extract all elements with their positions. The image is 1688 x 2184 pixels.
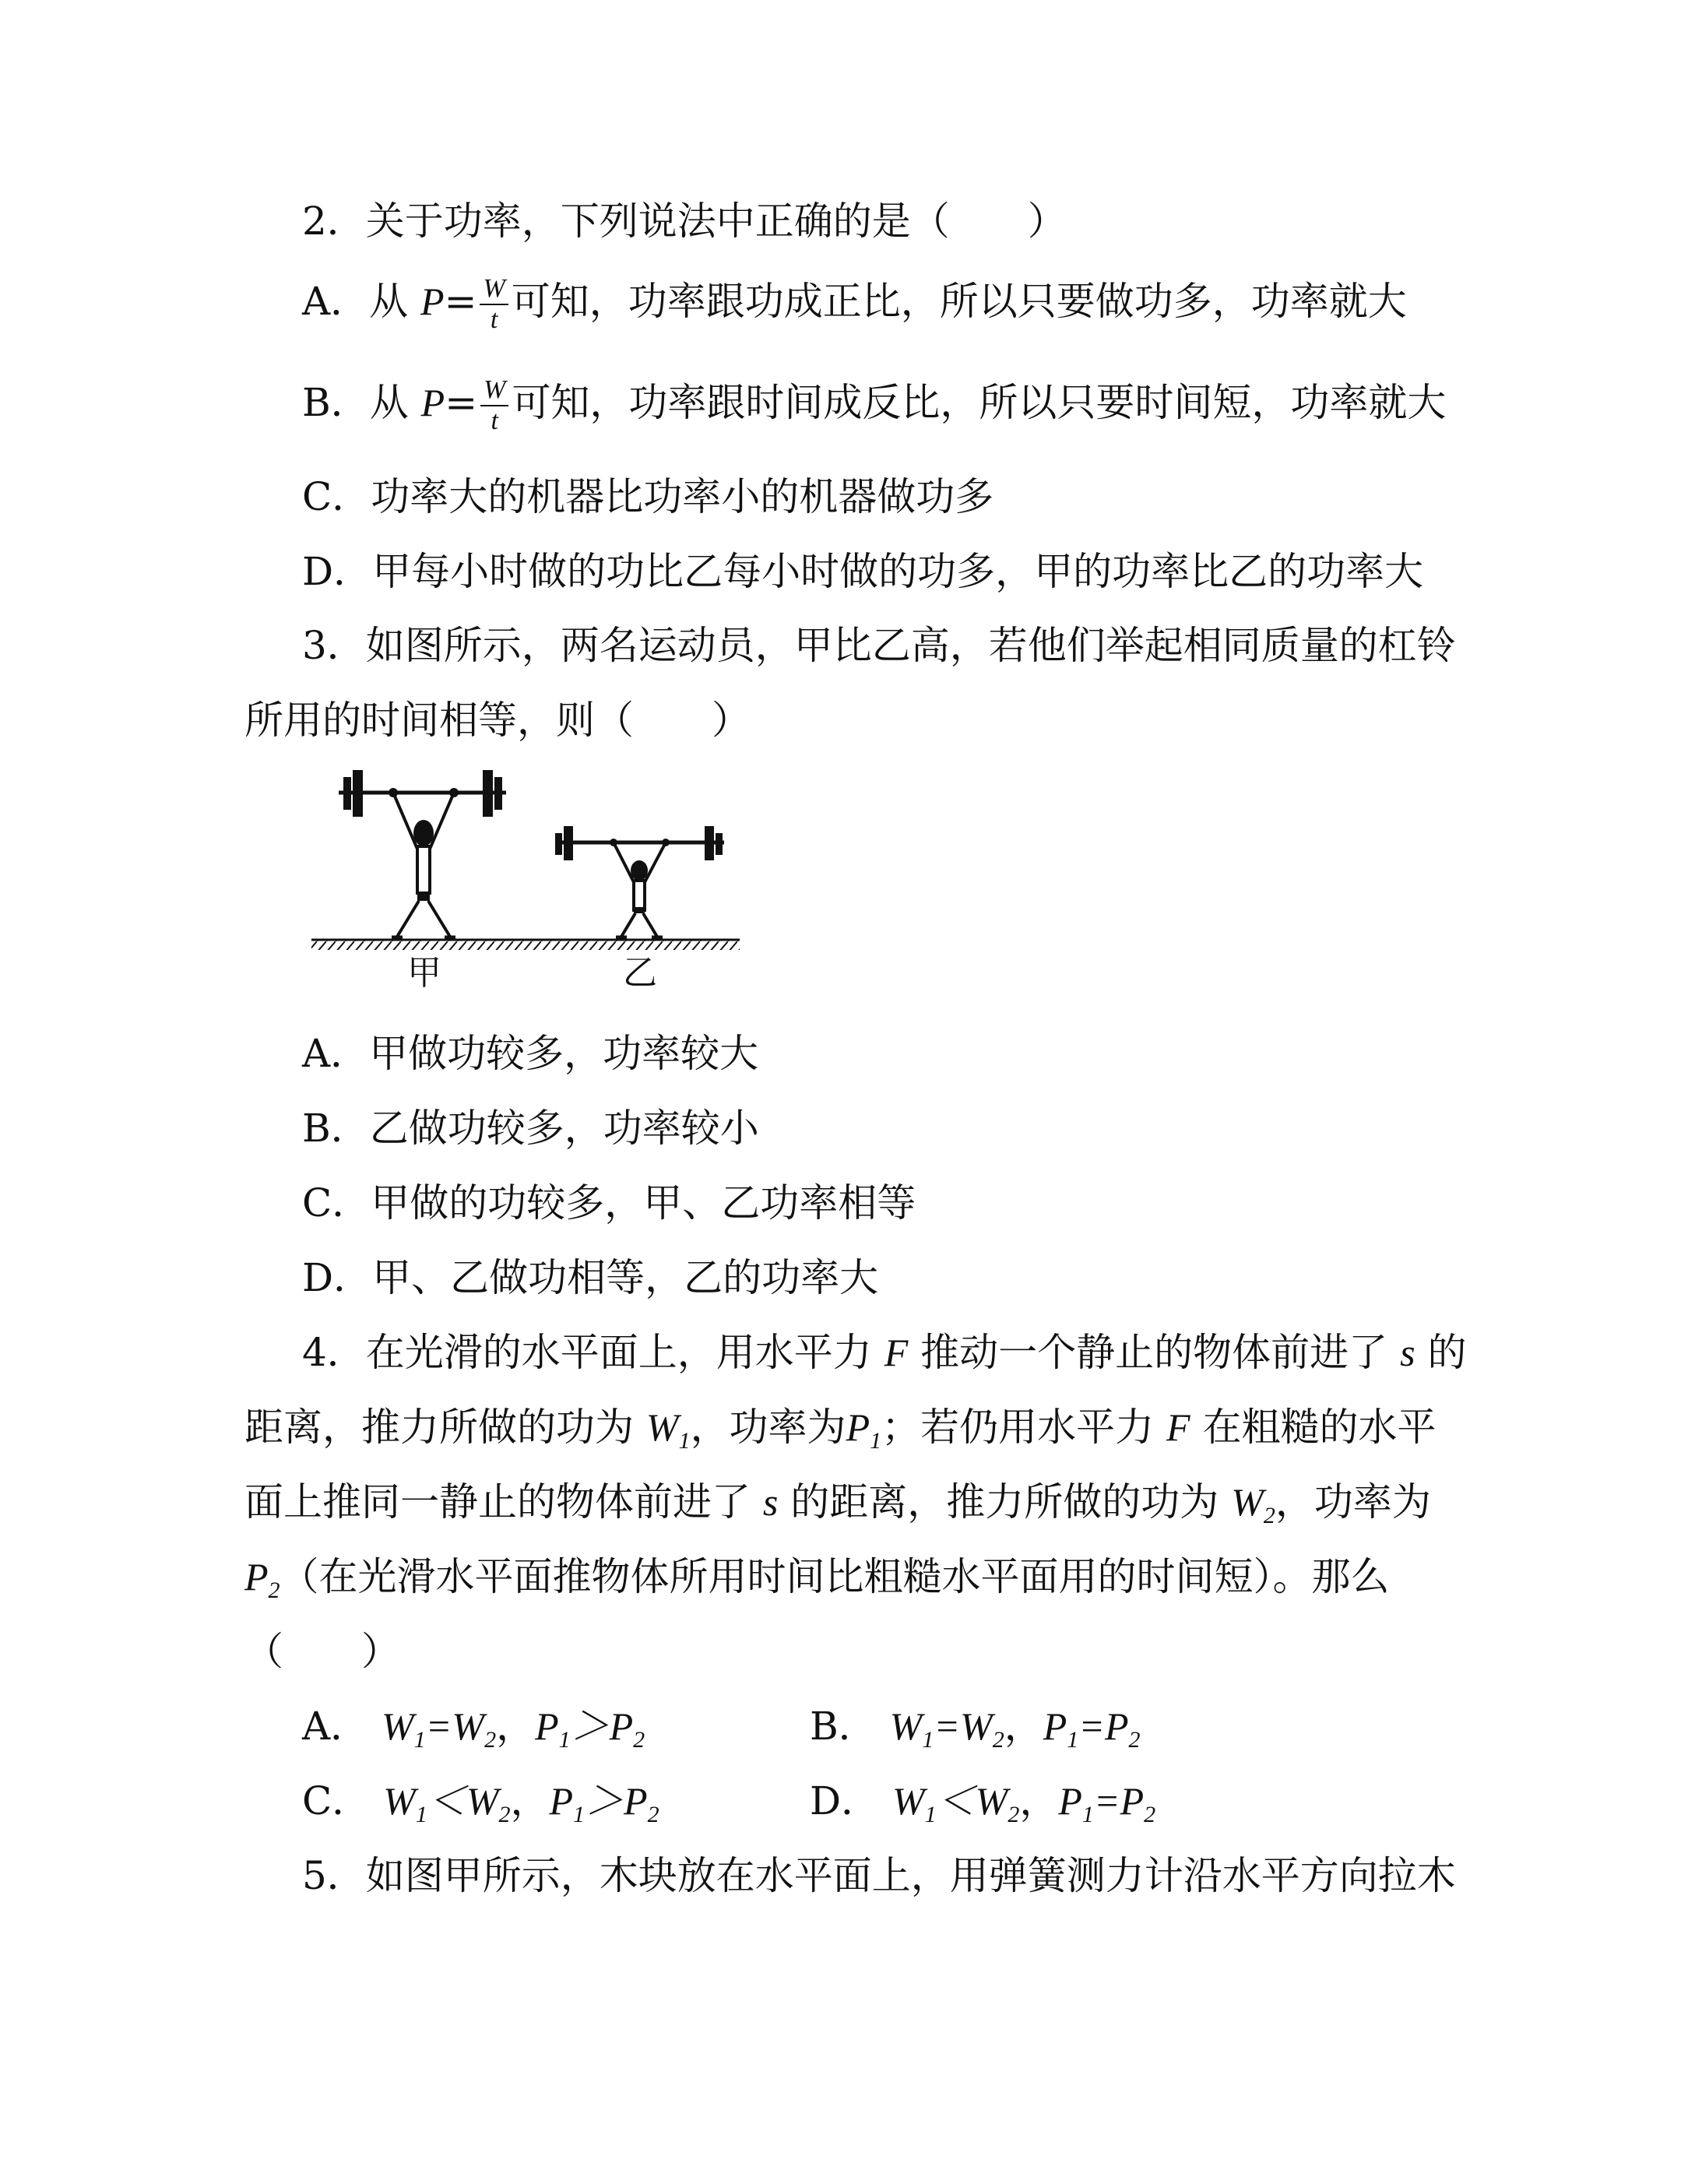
q2-option-c: C．功率大的机器比功率小的机器做功多 <box>302 474 994 519</box>
q4-b-P1: P <box>1043 1704 1067 1748</box>
q3-stem-line2: 所用的时间相等，则（ ） <box>244 698 751 743</box>
q4-b-W1-sub: 1 <box>922 1727 934 1753</box>
q4-a-P1-sub: 1 <box>558 1727 571 1753</box>
q4-d-label: D． <box>810 1778 881 1824</box>
q2-a-eq: = <box>444 279 477 324</box>
q4-b-P2-sub: 2 <box>1128 1727 1141 1753</box>
q4-d-P1: P <box>1058 1779 1082 1823</box>
q4-l2-c: ；若仍用水平力 <box>881 1405 1155 1450</box>
q4-option-d <box>810 1776 1155 1840</box>
q4-l3-W: W <box>1231 1480 1264 1524</box>
q4-d-W1: W <box>892 1779 925 1823</box>
q4-d-comma: ， <box>1019 1778 1059 1824</box>
q4-l3-s: s <box>762 1480 779 1524</box>
q4-a-W1: W <box>382 1704 414 1748</box>
q4-d-lt-W2: ＜W <box>936 1779 1008 1823</box>
q2-b-suffix: 可知，功率跟时间成反比，所以只要时间短，功率就大 <box>512 380 1447 425</box>
q3-option-b: B．乙做功较多，功率较小 <box>302 1106 759 1151</box>
q4-l2-P: P <box>846 1405 870 1449</box>
q2-option-d: D．甲每小时做的功比乙每小时做的功多，甲的功率比乙的功率大 <box>302 549 1424 594</box>
q4-c-W1: W <box>383 1779 416 1823</box>
q4-a-comma: ， <box>496 1704 536 1749</box>
q4-l1-b: 推动一个静止的物体前进了 <box>920 1330 1388 1375</box>
q4-d-eq-P2: =P <box>1093 1779 1145 1823</box>
q4-a-P2-sub: 2 <box>633 1727 645 1753</box>
q4-l2-d: 在粗糙的水平 <box>1202 1405 1437 1450</box>
q4-c-P1: P <box>549 1779 574 1823</box>
q4-c-gt-P2: ＞P <box>585 1779 648 1823</box>
q4-l1-c: 的 <box>1427 1330 1467 1375</box>
q4-l4-P: P <box>244 1555 269 1598</box>
q4-b-label: B． <box>810 1704 877 1749</box>
q4-c-label: C． <box>302 1778 371 1824</box>
q4-b-eq-W2: =W <box>934 1704 993 1748</box>
q2-b-eq: = <box>445 380 478 425</box>
q4-option-c <box>302 1776 659 1840</box>
weightlifters-figure <box>308 767 759 1001</box>
q4-l3-Wsub: 2 <box>1263 1503 1275 1528</box>
q2-b-denominator: t <box>491 406 498 435</box>
q2-a-var: P <box>420 280 445 323</box>
figure-label-yi: 乙 <box>623 953 657 993</box>
q2-a-denominator: t <box>490 305 498 334</box>
q4-l1-s: s <box>1400 1331 1415 1374</box>
q4-line1 <box>302 1328 1466 1377</box>
lifter-jia <box>339 770 506 937</box>
q3-stem-line1: 3．如图所示，两名运动员，甲比乙高，若他们举起相同质量的杠铃 <box>302 623 1456 668</box>
q4-l4-a: （在光滑水平面推物体所用时间比粗糙水平面用的时间短）。那么 <box>280 1554 1390 1599</box>
q4-b-W2-sub: 2 <box>992 1727 1004 1753</box>
q4-a-label: A． <box>302 1704 370 1749</box>
q4-l2-Psub: 1 <box>870 1428 882 1454</box>
q4-c-P1-sub: 1 <box>573 1802 586 1827</box>
q4-b-comma: ， <box>1004 1704 1043 1749</box>
q2-b-prefix: B．从 <box>302 380 409 425</box>
q4-c-W1-sub: 1 <box>415 1802 427 1827</box>
q4-d-P2-sub: 2 <box>1144 1802 1156 1827</box>
q2-a-fraction <box>480 274 508 335</box>
q4-a-P1: P <box>535 1704 559 1748</box>
q4-line4 <box>244 1552 1390 1616</box>
q4-option-a <box>302 1701 645 1765</box>
q4-l2-Wsub: 1 <box>678 1428 691 1454</box>
figure-label-jia: 甲 <box>407 953 441 993</box>
weightlifters-diagram <box>308 767 759 1001</box>
q4-c-comma: ， <box>510 1778 550 1824</box>
q4-l4-Psub: 2 <box>268 1577 280 1603</box>
q4-l1-a: 4．在光滑的水平面上，用水平力 <box>302 1330 872 1375</box>
q4-a-eq-W2: =W <box>425 1704 485 1748</box>
q2-a-numerator: W <box>480 274 508 305</box>
q4-a-W1-sub: 1 <box>413 1727 426 1753</box>
q4-l3-c: ，功率为 <box>1275 1479 1431 1525</box>
q4-c-lt-W2: ＜W <box>427 1779 499 1823</box>
q2-stem: 2．关于功率，下列说法中正确的是（ ） <box>302 199 1067 244</box>
q4-d-W2-sub: 2 <box>1008 1802 1020 1827</box>
ground <box>311 940 740 950</box>
q2-option-b <box>302 375 1446 436</box>
q4-l2-b: ，功率为 <box>690 1405 846 1450</box>
q4-l3-a: 面上推同一静止的物体前进了 <box>244 1479 751 1525</box>
q4-line3 <box>244 1477 1431 1541</box>
q4-line2 <box>244 1402 1436 1466</box>
q4-d-P1-sub: 1 <box>1081 1802 1094 1827</box>
q2-b-fraction <box>480 375 508 436</box>
q4-a-W2-sub: 2 <box>484 1727 497 1753</box>
q4-b-P1-sub: 1 <box>1067 1727 1079 1753</box>
q4-d-W1-sub: 1 <box>924 1802 937 1827</box>
q2-b-numerator: W <box>480 375 508 406</box>
q3-option-a: A．甲做功较多，功率较大 <box>302 1031 759 1076</box>
q4-l2-a: 距离，推力所做的功为 <box>244 1405 634 1450</box>
q4-a-cmp-P2: ＞P <box>570 1704 634 1748</box>
q4-b-W1: W <box>889 1704 923 1748</box>
q4-line5: （ ） <box>244 1629 400 1674</box>
q3-option-d: D．甲、乙做功相等，乙的功率大 <box>302 1255 879 1300</box>
q2-option-a <box>302 274 1407 335</box>
q4-b-eq-P2: =P <box>1078 1704 1129 1748</box>
q4-l1-F: F <box>884 1331 909 1374</box>
q4-option-b <box>810 1701 1141 1765</box>
q4-c-P2-sub: 2 <box>647 1802 659 1827</box>
q4-l2-F: F <box>1166 1405 1190 1449</box>
q4-l3-b: 的距离，推力所做的功为 <box>790 1479 1219 1525</box>
q2-a-suffix: 可知，功率跟功成正比，所以只要做功多，功率就大 <box>511 279 1407 324</box>
q3-option-c: C．甲做的功较多，甲、乙功率相等 <box>302 1180 916 1226</box>
q2-a-prefix: A．从 <box>302 279 409 324</box>
q5-stem-line1: 5．如图甲所示，木块放在水平面上，用弹簧测力计沿水平方向拉木 <box>302 1853 1456 1898</box>
q4-c-W2-sub: 2 <box>498 1802 511 1827</box>
lifter-yi <box>555 826 724 937</box>
q4-l2-W: W <box>645 1405 679 1449</box>
q2-b-var: P <box>420 381 445 424</box>
